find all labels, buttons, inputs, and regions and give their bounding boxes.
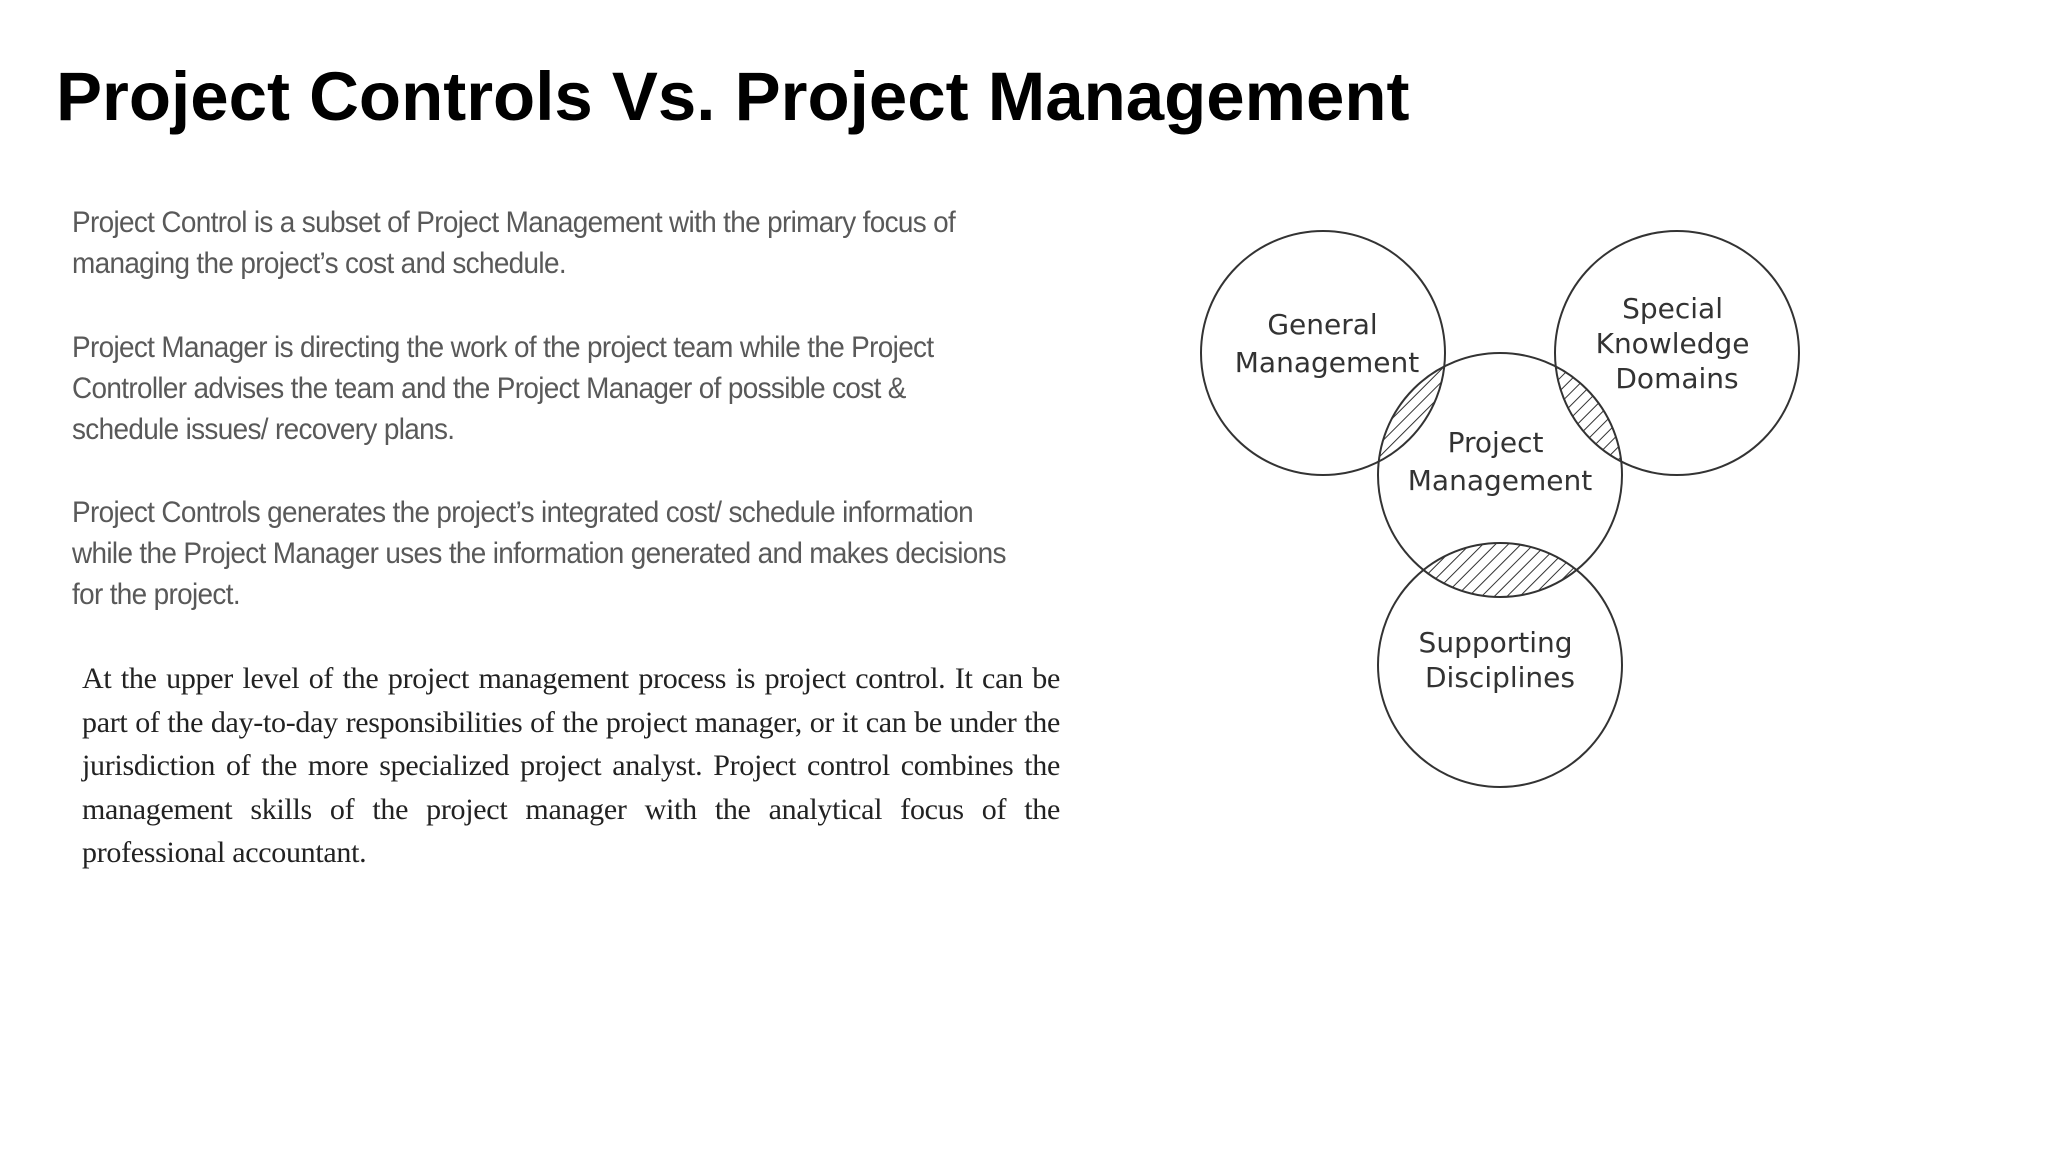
paragraph-project-control-definition: Project Control is a subset of Project Management with the primary focus of managing the project’s cost and schedule. [72,206,956,280]
label-project-management: Project Management [1407,426,1593,497]
label-general-management: General Management [1234,308,1420,379]
label-supporting-disciplines: Supporting Disciplines [1418,626,1575,694]
paragraph-manager-vs-controller: Project Manager is directing the work of the project team while the Project Controller advises the team and the Project Manager of possible cost & schedule issues/ recovery plans. [72,331,934,446]
paragraph-controls-information: Project Controls generates the project’s integrated cost/ schedule information while the Project Manager uses the information generated and makes decisions for the project. [72,496,1006,611]
label-special-knowledge-domains: Special Knowledge Domains [1595,292,1750,395]
slide-title: Project Controls Vs. Project Management [56,58,1410,135]
quoted-excerpt: At the upper level of the project management process is project control. It can be part of the day-to-day responsibilities of the project manager, or it can be under the jurisdiction of the more specialized project analyst. Project control combines the management skills of the project manager with the analytical focus of the professional accountant. [82,662,1060,869]
venn-diagram [1180,210,1820,810]
